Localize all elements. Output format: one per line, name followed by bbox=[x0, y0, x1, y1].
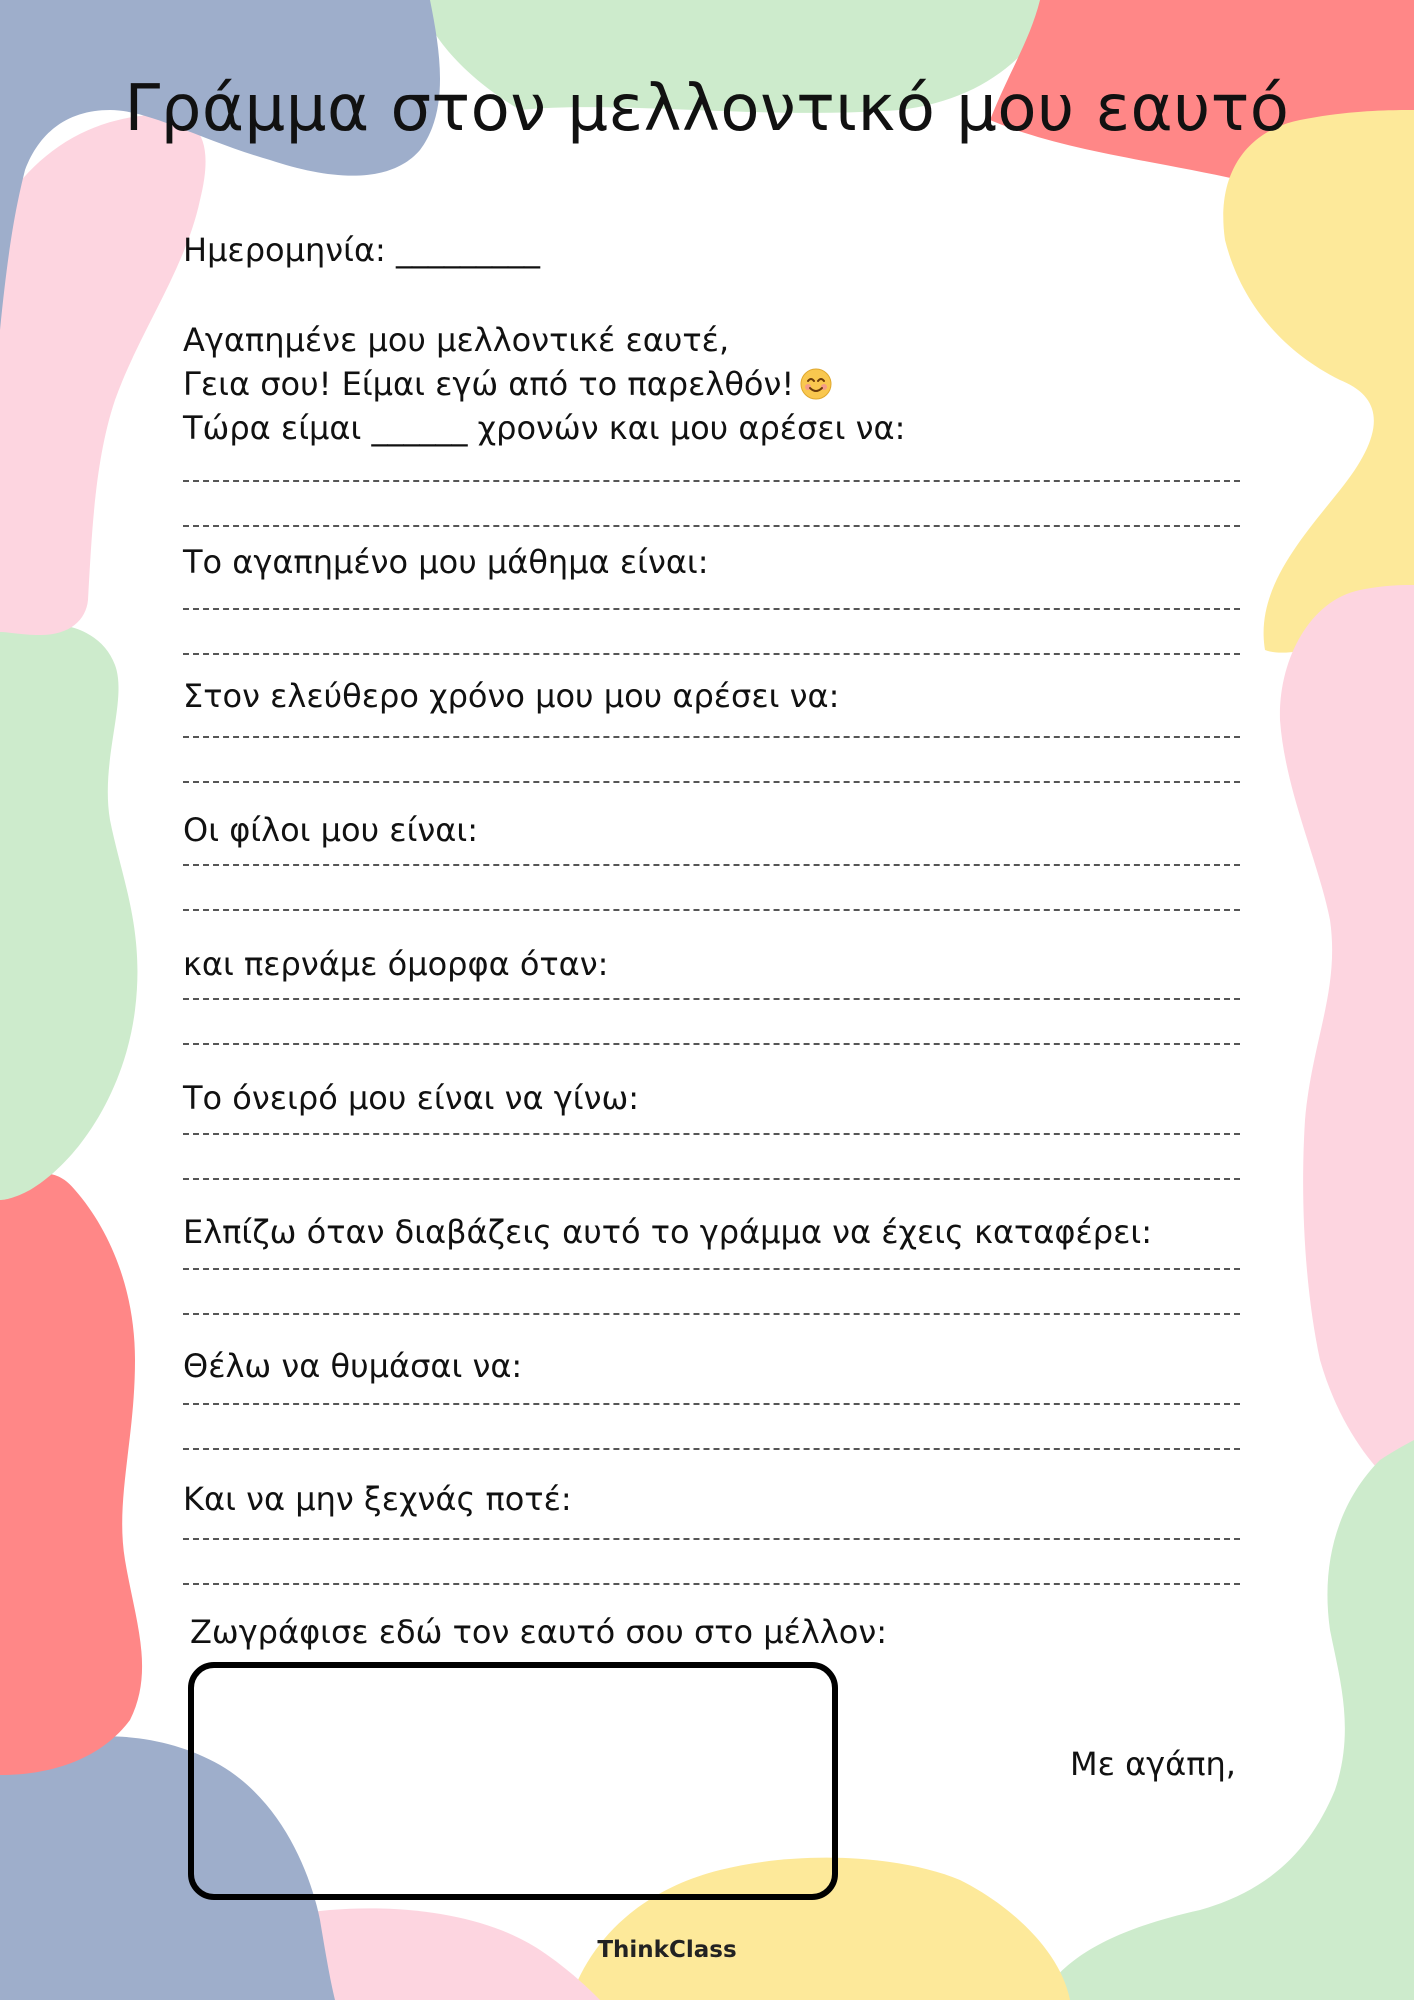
writing-line[interactable] bbox=[183, 1313, 1240, 1315]
drawing-prompt: Ζωγράφισε εδώ τον εαυτό σου στο μέλλον: bbox=[190, 1613, 888, 1651]
writing-line[interactable] bbox=[183, 1448, 1240, 1450]
writing-line[interactable] bbox=[183, 864, 1240, 866]
brand-logo-text: ThinkClass bbox=[597, 1937, 737, 1963]
writing-line[interactable] bbox=[183, 1403, 1240, 1405]
writing-line[interactable] bbox=[183, 1043, 1240, 1045]
prompt-hope: Ελπίζω όταν διαβάζεις αυτό το γράμμα να έχεις καταφέρει: bbox=[183, 1213, 1153, 1251]
writing-line[interactable] bbox=[183, 909, 1240, 911]
prompt-free-time: Στον ελεύθερο χρόνο μου μου αρέσει να: bbox=[183, 677, 840, 715]
prompt-remember: Θέλω να θυμάσαι να: bbox=[183, 1347, 523, 1385]
greeting-text: Αγαπημένε μου μελλοντικέ εαυτέ, bbox=[183, 321, 730, 359]
writing-line[interactable] bbox=[183, 1178, 1240, 1180]
prompt-friends: Οι φίλοι μου είναι: bbox=[183, 811, 478, 849]
drawing-box[interactable] bbox=[188, 1662, 838, 1900]
prompt-never-forget: Και να μην ξεχνάς ποτέ: bbox=[183, 1480, 572, 1518]
writing-line[interactable] bbox=[183, 1583, 1240, 1585]
writing-line[interactable] bbox=[183, 1133, 1240, 1135]
prompt-fun-times: και περνάμε όμορφα όταν: bbox=[183, 945, 609, 983]
writing-line[interactable] bbox=[183, 480, 1240, 482]
closing-text: Με αγάπη, bbox=[1070, 1745, 1236, 1783]
writing-line[interactable] bbox=[183, 781, 1240, 783]
writing-line[interactable] bbox=[183, 525, 1240, 527]
prompt-favorite-subject: Το αγαπημένο μου μάθημα είναι: bbox=[183, 543, 709, 581]
writing-line[interactable] bbox=[183, 998, 1240, 1000]
prompt-dream: Το όνειρό μου είναι να γίνω: bbox=[183, 1079, 640, 1117]
writing-line[interactable] bbox=[183, 736, 1240, 738]
writing-line[interactable] bbox=[183, 608, 1240, 610]
intro-line bbox=[183, 362, 832, 406]
age-line[interactable]: Τώρα είμαι ______ χρονών και μου αρέσει να: bbox=[183, 409, 906, 447]
writing-line[interactable] bbox=[183, 653, 1240, 655]
writing-line[interactable] bbox=[183, 1268, 1240, 1270]
page-title: Γράμμα στον μελλοντικό μου εαυτό bbox=[124, 72, 1290, 146]
intro-text: Γεια σου! Είμαι εγώ από το παρελθόν! bbox=[183, 365, 795, 403]
smiling-face-icon bbox=[800, 368, 832, 400]
date-label[interactable]: Ημερομηνία: _________ bbox=[183, 231, 540, 269]
writing-line[interactable] bbox=[183, 1538, 1240, 1540]
